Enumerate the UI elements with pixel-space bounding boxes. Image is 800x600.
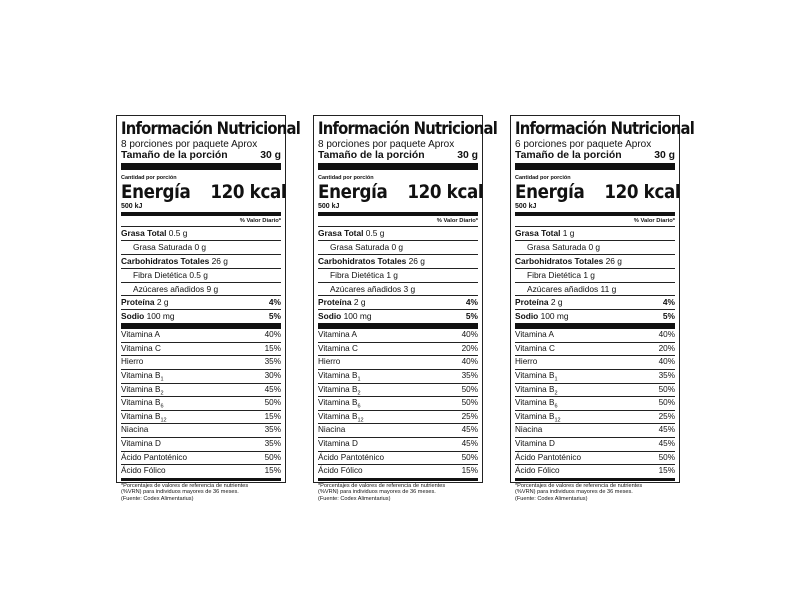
vitamin-name-text: Vitamina B — [121, 371, 161, 381]
nutrient-name — [121, 241, 206, 254]
vitamin-row — [121, 369, 281, 383]
vitamin-percent: 50% — [658, 398, 675, 408]
vitamin-row — [515, 383, 675, 397]
vitamin-percent: 40% — [461, 357, 478, 367]
vitamin-name-text: Hierro — [515, 357, 538, 367]
nutrient-amount: 0.5 g — [166, 228, 188, 238]
vitamin-name — [515, 343, 555, 356]
nutrient-row — [121, 295, 281, 309]
vitamin-name-text: Ácido Pantoténico — [318, 452, 384, 462]
nutrient-percent: 5% — [662, 311, 675, 322]
vitamin-row — [121, 451, 281, 465]
vitamin-name-text: Ácido Pantoténico — [121, 452, 187, 462]
portion-size-row — [318, 150, 478, 162]
energy-row — [515, 181, 681, 203]
medium-divider — [515, 212, 675, 216]
nutrient-amount: 1 g — [560, 228, 575, 238]
vitamin-row — [515, 437, 675, 451]
footnote-line: *Porcentajes de valores de referencia de nutrientes — [121, 482, 249, 489]
nutrient-amount: Grasa Saturada 0 g — [330, 241, 404, 252]
vitamins-list — [121, 329, 281, 478]
vitamin-percent: 15% — [461, 466, 478, 476]
vitamin-name — [121, 356, 143, 369]
vitamin-name — [515, 411, 561, 424]
vitamin-row — [121, 464, 281, 478]
vitamin-subscript: 2 — [554, 390, 558, 397]
nutrient-name — [121, 296, 169, 309]
footnote-line: (%VRN) para individuos mayores de 36 meses. — [318, 489, 436, 496]
vitamin-name — [515, 465, 560, 478]
vitamin-name — [515, 452, 581, 465]
energy-kj: 500 kJ — [121, 203, 143, 210]
vitamin-row — [318, 423, 478, 437]
vitamin-name-text: Vitamina D — [318, 438, 358, 448]
vitamin-percent: 40% — [658, 357, 675, 367]
vitamin-name — [121, 384, 164, 397]
vitamin-percent: 20% — [658, 343, 675, 353]
nutrient-row — [121, 282, 281, 296]
vitamin-name — [318, 424, 345, 437]
vitamin-name — [515, 397, 558, 410]
vitamin-name-text: Niacina — [318, 425, 346, 435]
nutrient-row — [121, 226, 281, 240]
vitamin-percent: 50% — [264, 452, 281, 462]
vitamin-name — [121, 424, 148, 437]
nutrient-name — [121, 269, 208, 282]
nutrient-row — [121, 240, 281, 254]
vitamin-name — [515, 438, 555, 451]
vitamin-row — [318, 383, 478, 397]
vitamin-name — [515, 424, 542, 437]
bottom-divider — [121, 478, 281, 481]
nutrient-row — [515, 295, 675, 309]
servings-per-package: 6 porciones por paquete Aprox — [515, 139, 652, 150]
nutrient-row — [318, 226, 478, 240]
vitamin-percent: 35% — [264, 425, 281, 435]
vitamin-row — [318, 410, 478, 424]
energy-kj: 500 kJ — [515, 203, 537, 210]
vitamin-name-text: Vitamina C — [515, 343, 555, 353]
nutrient-name — [318, 310, 372, 323]
energy-kcal: 120 kcal — [210, 181, 287, 203]
vitamin-name-text: Ácido Fólico — [318, 466, 363, 476]
vitamin-name-text: Vitamina B — [515, 411, 555, 421]
nutrient-name — [515, 227, 574, 240]
nutrient-name — [515, 255, 622, 268]
nutrient-name-bold: Proteína — [121, 297, 155, 308]
nutrition-label — [313, 115, 498, 502]
vitamin-name — [121, 329, 160, 342]
nutrient-percent: 5% — [465, 311, 478, 322]
vitamin-percent: 25% — [658, 411, 675, 421]
vitamin-subscript: 2 — [357, 390, 361, 397]
nutrient-row — [121, 254, 281, 268]
vitamin-name — [318, 329, 357, 342]
nutrient-name — [121, 310, 175, 323]
portion-size-row — [515, 150, 675, 162]
vitamin-percent: 45% — [461, 425, 478, 435]
nutrient-name-bold: Sodio — [318, 311, 342, 322]
footnote-line: *Porcentajes de valores de referencia de nutrientes — [318, 482, 446, 489]
vitamin-name — [121, 452, 187, 465]
vitamin-row — [318, 329, 478, 342]
nutrient-amount: Azúcares añadidos 3 g — [330, 283, 416, 294]
vitamin-row — [121, 383, 281, 397]
vitamin-percent: 45% — [264, 384, 281, 394]
vitamin-name-text: Vitamina D — [515, 438, 555, 448]
vitamin-name — [515, 370, 558, 383]
vitamin-subscript: 6 — [554, 403, 558, 410]
vitamin-name — [318, 370, 361, 383]
nutrient-name-bold: Sodio — [515, 311, 539, 322]
vitamin-row — [318, 437, 478, 451]
energy-label: Energía — [121, 181, 191, 203]
nutrient-amount: 26 g — [209, 255, 228, 266]
vitamin-name — [318, 384, 361, 397]
footnote-line: (%VRN) para individuos mayores de 36 meses. — [515, 489, 633, 496]
vitamin-subscript: 6 — [357, 403, 361, 410]
nutrient-row — [318, 268, 478, 282]
vitamin-row — [318, 369, 478, 383]
vitamin-subscript: 12 — [357, 417, 364, 424]
vitamin-percent: 15% — [658, 466, 675, 476]
nutrient-row — [515, 254, 675, 268]
vitamin-name-text: Vitamina C — [121, 343, 161, 353]
vitamin-name-text: Vitamina A — [515, 330, 554, 340]
nutrient-name — [318, 283, 415, 296]
vitamin-subscript: 1 — [357, 376, 361, 383]
daily-value-header: % Valor Diario* — [239, 218, 281, 224]
vitamins-list — [318, 329, 478, 478]
servings-per-package: 8 porciones por paquete Aprox — [318, 139, 455, 150]
vitamin-percent: 45% — [658, 438, 675, 448]
label-title: Información Nutricional — [121, 119, 301, 139]
vitamin-row — [318, 396, 478, 410]
vitamin-percent: 35% — [461, 371, 478, 381]
nutrient-row — [121, 268, 281, 282]
vitamin-row — [515, 355, 675, 369]
footnote-line: (Fuente: Codex Alimentarius) — [318, 495, 391, 502]
vitamin-name-text: Vitamina B — [515, 371, 555, 381]
vitamin-name — [121, 438, 161, 451]
nutrient-name — [121, 283, 218, 296]
vitamin-name — [318, 452, 384, 465]
nutrient-percent: 4% — [465, 297, 478, 308]
nutrient-percent: 4% — [268, 297, 281, 308]
portion-size-label: Tamaño de la porción — [515, 150, 622, 161]
vitamin-percent: 50% — [658, 452, 675, 462]
vitamin-percent: 50% — [461, 398, 478, 408]
vitamin-row — [515, 329, 675, 342]
nutrient-name — [318, 269, 398, 282]
nutrient-amount: Azúcares añadidos 9 g — [133, 283, 219, 294]
footnote — [515, 483, 675, 503]
nutrient-row — [515, 268, 675, 282]
vitamin-percent: 15% — [264, 411, 281, 421]
portion-size-value: 30 g — [260, 150, 281, 161]
amount-per-serving-label: Cantidad por porción — [318, 175, 374, 181]
vitamin-name — [318, 411, 364, 424]
vitamin-name — [121, 397, 164, 410]
nutrient-row — [515, 309, 675, 323]
portion-size-value: 30 g — [654, 150, 675, 161]
vitamin-row — [318, 355, 478, 369]
nutrient-row — [515, 282, 675, 296]
vitamin-percent: 30% — [264, 371, 281, 381]
vitamin-percent: 25% — [461, 411, 478, 421]
nutrient-name-bold: Proteína — [515, 297, 549, 308]
vitamin-row — [515, 464, 675, 478]
nutrient-amount: 0.5 g — [363, 228, 385, 238]
energy-kcal: 120 kcal — [407, 181, 484, 203]
nutrient-name — [121, 255, 228, 268]
nutrient-name-bold: Carbohidratos Totales — [318, 255, 407, 266]
vitamin-name-text: Vitamina B — [515, 384, 555, 394]
nutrient-name — [515, 310, 569, 323]
vitamin-name — [318, 465, 363, 478]
vitamin-name-text: Ácido Fólico — [121, 466, 166, 476]
nutrient-name — [515, 283, 616, 296]
vitamin-row — [121, 423, 281, 437]
footnote — [318, 483, 478, 503]
vitamin-row — [121, 437, 281, 451]
vitamin-row — [515, 342, 675, 356]
nutrient-amount: 100 mg — [538, 311, 569, 322]
vitamin-name — [515, 356, 537, 369]
vitamin-row — [515, 410, 675, 424]
thick-divider — [121, 163, 281, 170]
portion-size-value: 30 g — [457, 150, 478, 161]
nutrition-label — [116, 115, 301, 502]
vitamin-name-text: Vitamina B — [318, 411, 358, 421]
nutrient-name-bold: Grasa Total — [515, 228, 561, 238]
nutrient-row — [318, 254, 478, 268]
portion-size-row — [121, 150, 281, 162]
nutrient-row — [121, 309, 281, 323]
vitamin-percent: 50% — [461, 452, 478, 462]
nutrient-row — [515, 226, 675, 240]
vitamin-percent: 40% — [658, 330, 675, 340]
footnote-line: (%VRN) para individuos mayores de 36 meses. — [121, 489, 239, 496]
vitamin-name-text: Vitamina B — [515, 398, 555, 408]
medium-divider — [318, 212, 478, 216]
vitamin-row — [318, 342, 478, 356]
nutrient-name — [318, 296, 366, 309]
footnote — [121, 483, 281, 503]
nutrient-row — [318, 240, 478, 254]
nutrient-row — [318, 282, 478, 296]
amount-per-serving-label: Cantidad por porción — [515, 175, 571, 181]
vitamin-subscript: 1 — [554, 376, 558, 383]
nutrient-name-bold: Sodio — [121, 311, 145, 322]
vitamin-percent: 50% — [264, 398, 281, 408]
nutrient-name — [318, 227, 384, 240]
vitamin-name-text: Vitamina B — [121, 411, 161, 421]
nutrient-name-bold: Grasa Total — [318, 228, 364, 238]
amount-per-serving-label: Cantidad por porción — [121, 175, 177, 181]
label-title: Información Nutricional — [515, 119, 695, 139]
nutrition-label — [510, 115, 695, 502]
vitamin-subscript: 6 — [160, 403, 164, 410]
vitamin-name-text: Vitamina B — [121, 384, 161, 394]
vitamin-percent: 45% — [658, 425, 675, 435]
energy-row — [121, 181, 287, 203]
vitamin-name — [121, 370, 164, 383]
portion-size-label: Tamaño de la porción — [318, 150, 425, 161]
vitamin-percent: 20% — [461, 343, 478, 353]
vitamin-name-text: Vitamina A — [121, 330, 160, 340]
vitamin-name-text: Hierro — [318, 357, 341, 367]
nutrient-name-bold: Carbohidratos Totales — [121, 255, 210, 266]
nutrient-amount: Grasa Saturada 0 g — [527, 241, 601, 252]
nutrient-row — [515, 240, 675, 254]
vitamin-name — [121, 465, 166, 478]
vitamin-percent: 40% — [461, 330, 478, 340]
thick-divider — [318, 163, 478, 170]
servings-per-package: 8 porciones por paquete Aprox — [121, 139, 258, 150]
nutrient-name — [121, 227, 187, 240]
nutrient-row — [318, 309, 478, 323]
vitamin-name-text: Vitamina B — [318, 398, 358, 408]
nutrient-percent: 4% — [662, 297, 675, 308]
vitamin-name — [318, 438, 358, 451]
vitamin-percent: 15% — [264, 343, 281, 353]
vitamin-percent: 35% — [264, 357, 281, 367]
nutrient-amount: 26 g — [406, 255, 425, 266]
nutrient-amount: Fibra Dietética 1 g — [330, 269, 398, 280]
nutrient-name — [515, 269, 595, 282]
nutrient-name-bold: Grasa Total — [121, 228, 167, 238]
vitamin-name-text: Ácido Pantoténico — [515, 452, 581, 462]
thick-divider — [515, 163, 675, 170]
vitamin-name-text: Hierro — [121, 357, 144, 367]
vitamin-subscript: 12 — [160, 417, 167, 424]
vitamin-name-text: Niacina — [515, 425, 543, 435]
vitamin-name — [515, 384, 558, 397]
vitamin-name-text: Vitamina C — [318, 343, 358, 353]
energy-kj: 500 kJ — [318, 203, 340, 210]
nutrient-amount: 26 g — [603, 255, 622, 266]
vitamin-name-text: Niacina — [121, 425, 149, 435]
label-title: Información Nutricional — [318, 119, 498, 139]
vitamin-name-text: Ácido Fólico — [515, 466, 560, 476]
nutrient-amount: Azúcares añadidos 11 g — [527, 283, 617, 294]
vitamin-subscript: 2 — [160, 390, 164, 397]
vitamin-percent: 35% — [658, 371, 675, 381]
energy-kcal: 120 kcal — [604, 181, 681, 203]
vitamin-row — [121, 396, 281, 410]
medium-divider — [121, 212, 281, 216]
daily-value-header: % Valor Diario* — [436, 218, 478, 224]
energy-label: Energía — [318, 181, 388, 203]
vitamin-row — [318, 451, 478, 465]
nutrient-amount: Fibra Dietética 1 g — [527, 269, 595, 280]
nutrient-row — [318, 295, 478, 309]
energy-row — [318, 181, 484, 203]
vitamin-row — [318, 464, 478, 478]
vitamin-row — [515, 369, 675, 383]
vitamin-name — [515, 329, 554, 342]
footnote-line: *Porcentajes de valores de referencia de nutrientes — [515, 482, 643, 489]
vitamin-name — [318, 397, 361, 410]
nutrient-amount: 2 g — [548, 297, 563, 308]
vitamin-row — [121, 410, 281, 424]
vitamin-name-text: Vitamina B — [318, 384, 358, 394]
vitamin-name-text: Vitamina A — [318, 330, 357, 340]
vitamin-name-text: Vitamina B — [121, 398, 161, 408]
vitamin-row — [515, 451, 675, 465]
nutrient-name — [318, 255, 425, 268]
vitamin-row — [121, 355, 281, 369]
vitamin-name — [121, 411, 167, 424]
vitamin-percent: 15% — [264, 466, 281, 476]
nutrient-name — [515, 241, 600, 254]
nutrient-amount: Grasa Saturada 0 g — [133, 241, 207, 252]
vitamin-name-text: Vitamina B — [318, 371, 358, 381]
vitamin-percent: 35% — [264, 438, 281, 448]
vitamin-name-text: Vitamina D — [121, 438, 161, 448]
nutrient-percent: 5% — [268, 311, 281, 322]
daily-value-header: % Valor Diario* — [633, 218, 675, 224]
vitamin-row — [121, 342, 281, 356]
energy-label: Energía — [515, 181, 585, 203]
nutrient-amount: 100 mg — [144, 311, 175, 322]
nutrient-name-bold: Carbohidratos Totales — [515, 255, 604, 266]
nutrient-name — [318, 241, 403, 254]
vitamin-row — [515, 423, 675, 437]
bottom-divider — [318, 478, 478, 481]
nutrient-name — [515, 296, 563, 309]
vitamin-percent: 45% — [461, 438, 478, 448]
nutrient-amount: 100 mg — [341, 311, 372, 322]
vitamin-percent: 50% — [658, 384, 675, 394]
vitamin-name — [318, 343, 358, 356]
nutrient-name-bold: Proteína — [318, 297, 352, 308]
vitamin-subscript: 12 — [554, 417, 561, 424]
footnote-line: (Fuente: Codex Alimentarius) — [515, 495, 588, 502]
vitamin-row — [515, 396, 675, 410]
vitamin-percent: 50% — [461, 384, 478, 394]
vitamin-subscript: 1 — [160, 376, 164, 383]
vitamin-name — [121, 343, 161, 356]
nutrient-amount: 2 g — [154, 297, 169, 308]
vitamin-row — [121, 329, 281, 342]
portion-size-label: Tamaño de la porción — [121, 150, 228, 161]
vitamin-percent: 40% — [264, 330, 281, 340]
footnote-line: (Fuente: Codex Alimentarius) — [121, 495, 194, 502]
bottom-divider — [515, 478, 675, 481]
vitamin-name — [318, 356, 340, 369]
nutrient-amount: Fibra Dietética 0.5 g — [133, 269, 208, 280]
nutrient-amount: 2 g — [351, 297, 366, 308]
vitamins-list — [515, 329, 675, 478]
